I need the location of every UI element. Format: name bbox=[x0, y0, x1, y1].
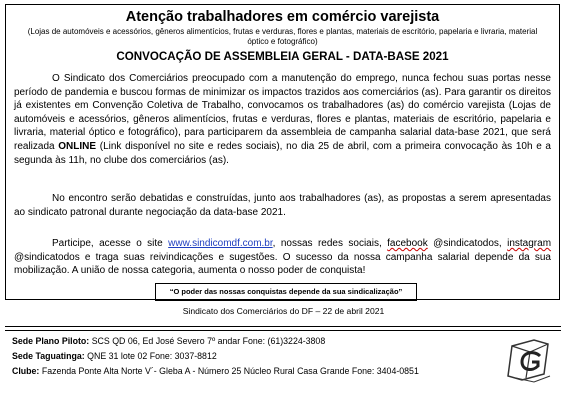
convocation-text: O Sindicato dos Comerciários preocupado com a manutenção do emprego, nunca fechou suas portas nesse período de pandemia e buscou formas de minimizar os impactos trazidos aos comerciários (as). Para garantir os direitos já existentes em Convenção Coletiva de Trabalho, convocamos os trabalhadores (as) do comércio varejista (Lojas de automóveis e acessórios, gêneros alimentícios, frutas e verduras, flores e plantas, materiais de escritório, papelaria e livraria, material óptico e fotográfico), para participarem da assembleia de campanha salarial data-base 2021, que será realizada bbox=[14, 73, 551, 152]
facebook-label: facebook bbox=[387, 238, 428, 249]
paragraph-participate bbox=[14, 237, 551, 278]
notice-box bbox=[5, 4, 560, 300]
social-text: , nossas redes sociais, bbox=[272, 238, 382, 249]
contact-plano-piloto bbox=[12, 334, 502, 349]
notice-title: Atenção trabalhadores em comércio varejista bbox=[125, 9, 440, 25]
divider-line bbox=[5, 326, 561, 327]
contact-label: Sede Taguatinga: bbox=[12, 351, 85, 361]
notice-subtitle: (Lojas de automóveis e acessórios, gêneros alimentícios, frutas e verduras, flores e plantas, materiais de escritório, papelaria e livraria, material óptico e fotográfico) bbox=[27, 27, 538, 46]
assembly-heading: CONVOCAÇÃO DE ASSEMBLEIA GERAL - DATA-BASE 2021 bbox=[116, 50, 449, 63]
paragraph-convocation bbox=[14, 72, 551, 167]
convocation-text-end: (Link disponível no site e redes sociais), no dia 25 de abril, com a primeira convocação às 10h e a segunda às 11h, no clube dos comerciários (as). bbox=[14, 140, 551, 166]
online-label: ONLINE bbox=[58, 140, 97, 152]
instagram-label: instagram bbox=[507, 238, 552, 249]
union-logo-icon bbox=[504, 336, 554, 384]
contact-label: Clube: bbox=[12, 366, 40, 376]
contact-text: Fazenda Ponte Alta Norte V´- Gleba A - Número 25 Núcleo Rural Casa Grande Fone: 3404-0851 bbox=[41, 366, 419, 376]
participate-text: Participe, acesse o site bbox=[52, 238, 163, 249]
divider-line bbox=[5, 330, 561, 331]
contact-text: QNE 31 lote 02 Fone: 3037-8812 bbox=[87, 351, 217, 361]
slogan-box: “O poder das nossas conquistas depende da sua sindicalização” bbox=[155, 283, 417, 301]
contact-text: SCS QD 06, Ed José Severo 7º andar Fone: (61)3224-3808 bbox=[91, 336, 326, 346]
contact-list bbox=[12, 334, 502, 379]
closing-text: @sindicatodos e traga suas reivindicações e sugestões. O sucesso da nossa campanha salarial depende da sua mobilização. A união de nossa categoria, aumenta o nosso poder de conquista! bbox=[14, 251, 551, 277]
signature-line: Sindicato dos Comerciários do DF – 22 de abril 2021 bbox=[182, 306, 385, 316]
facebook-handle: @sindicatodos, bbox=[433, 238, 502, 249]
website-link[interactable]: www.sindicomdf.com.br bbox=[168, 238, 273, 249]
contact-taguatinga bbox=[12, 349, 502, 364]
paragraph-meeting: No encontro serão debatidas e construídas, junto aos trabalhadores (as), as propostas a serem apresentadas ao sindicato patronal durante negociação da data-base 2021. bbox=[14, 193, 551, 218]
contact-label: Sede Plano Piloto: bbox=[12, 336, 90, 346]
contact-clube bbox=[12, 364, 502, 379]
